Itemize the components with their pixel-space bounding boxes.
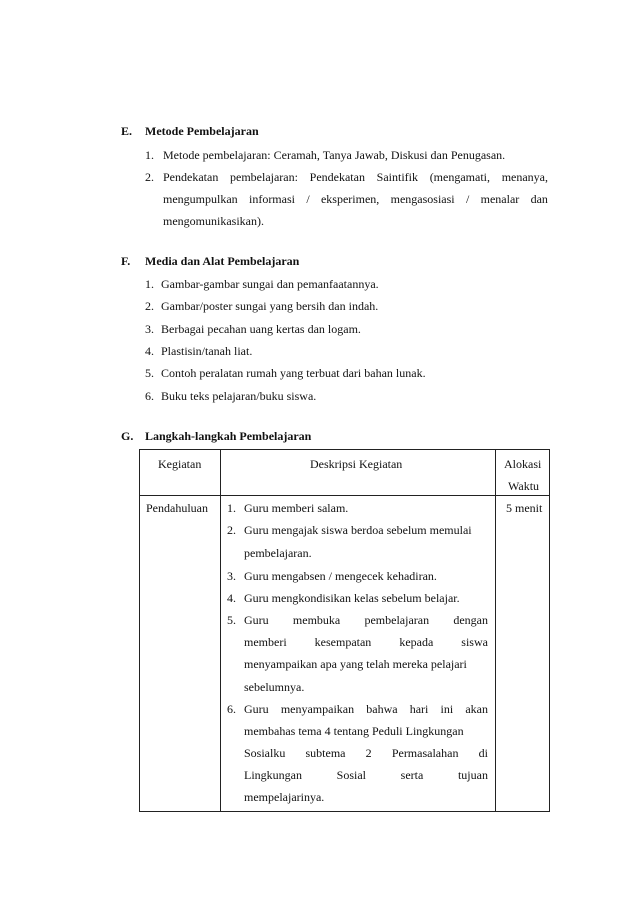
step-number: 2.: [227, 523, 236, 537]
step-number: 3.: [227, 569, 236, 583]
table-column-divider: [495, 449, 496, 812]
step-text: Guru mengkondisikan kelas sebelum belajar.: [244, 591, 460, 605]
section-g-title: Langkah-langkah Pembelajaran: [145, 429, 312, 443]
list-item-number: 1.: [145, 148, 154, 162]
table-border-top: [139, 449, 550, 450]
list-item-number: 5.: [145, 366, 154, 380]
list-item-line: Pendekatan pembelajaran: Pendekatan Saintifik (mengamati, menanya,: [163, 170, 548, 184]
list-item-text: Contoh peralatan rumah yang terbuat dari bahan lunak.: [161, 366, 426, 380]
section-g-letter: G.: [121, 429, 134, 443]
table-column-divider: [220, 449, 221, 812]
list-item-number: 2.: [145, 170, 154, 184]
section-e-letter: E.: [121, 124, 133, 138]
step-number: 6.: [227, 702, 236, 716]
step-line: mempelajarinya.: [244, 790, 325, 804]
table-border-left: [139, 449, 140, 812]
step-line: Guru membuka pembelajaran dengan: [244, 613, 488, 627]
step-line: memberi kesempatan kepada siswa: [244, 635, 488, 649]
step-line: sebelumnya.: [244, 680, 305, 694]
table-header-divider: [139, 495, 550, 496]
step-text: Guru mengabsen / mengecek kehadiran.: [244, 569, 437, 583]
list-item-text: Buku teks pelajaran/buku siswa.: [161, 389, 317, 403]
step-line: menyampaikan apa yang telah mereka pelajari: [244, 657, 467, 671]
table-cell-alokasi: 5 menit: [506, 501, 543, 515]
table-header-alokasi: Alokasi: [504, 457, 542, 471]
list-item-number: 4.: [145, 344, 154, 358]
table-cell-kegiatan: Pendahuluan: [146, 501, 208, 515]
section-e-title: Metode Pembelajaran: [145, 124, 259, 138]
list-item-number: 6.: [145, 389, 154, 403]
list-item-text: Plastisin/tanah liat.: [161, 344, 253, 358]
list-item-text: Gambar/poster sungai yang bersih dan indah.: [161, 299, 379, 313]
table-header-kegiatan: Kegiatan: [158, 457, 202, 471]
step-text: Guru mengajak siswa berdoa sebelum memulai: [244, 523, 472, 537]
table-border-right: [549, 449, 550, 812]
list-item-line: mengomunikasikan).: [163, 214, 264, 228]
step-number: 1.: [227, 501, 236, 515]
list-item-text: Gambar-gambar sungai dan pemanfaatannya.: [161, 277, 379, 291]
step-text: pembelajaran.: [244, 546, 312, 560]
list-item-text: Metode pembelajaran: Ceramah, Tanya Jawab, Diskusi dan Penugasan.: [163, 148, 506, 162]
table-header-deskripsi: Deskripsi Kegiatan: [310, 457, 403, 471]
section-f-title: Media dan Alat Pembelajaran: [145, 254, 300, 268]
step-text: Guru memberi salam.: [244, 501, 349, 515]
step-line: Lingkungan Sosial serta tujuan: [244, 768, 488, 782]
step-number: 5.: [227, 613, 236, 627]
step-line: membahas tema 4 tentang Peduli Lingkungan: [244, 724, 464, 738]
step-line: Sosialku subtema 2 Permasalahan di: [244, 746, 488, 760]
list-item-number: 1.: [145, 277, 154, 291]
step-number: 4.: [227, 591, 236, 605]
table-border-bottom: [139, 811, 550, 812]
list-item-line: mengumpulkan informasi / eksperimen, mengasosiasi / menalar dan: [163, 192, 548, 206]
list-item-text: Berbagai pecahan uang kertas dan logam.: [161, 322, 361, 336]
section-f-letter: F.: [121, 254, 131, 268]
table-header-waktu: Waktu: [508, 479, 540, 493]
step-line: Guru menyampaikan bahwa hari ini akan: [244, 702, 488, 716]
list-item-number: 3.: [145, 322, 154, 336]
list-item-number: 2.: [145, 299, 154, 313]
